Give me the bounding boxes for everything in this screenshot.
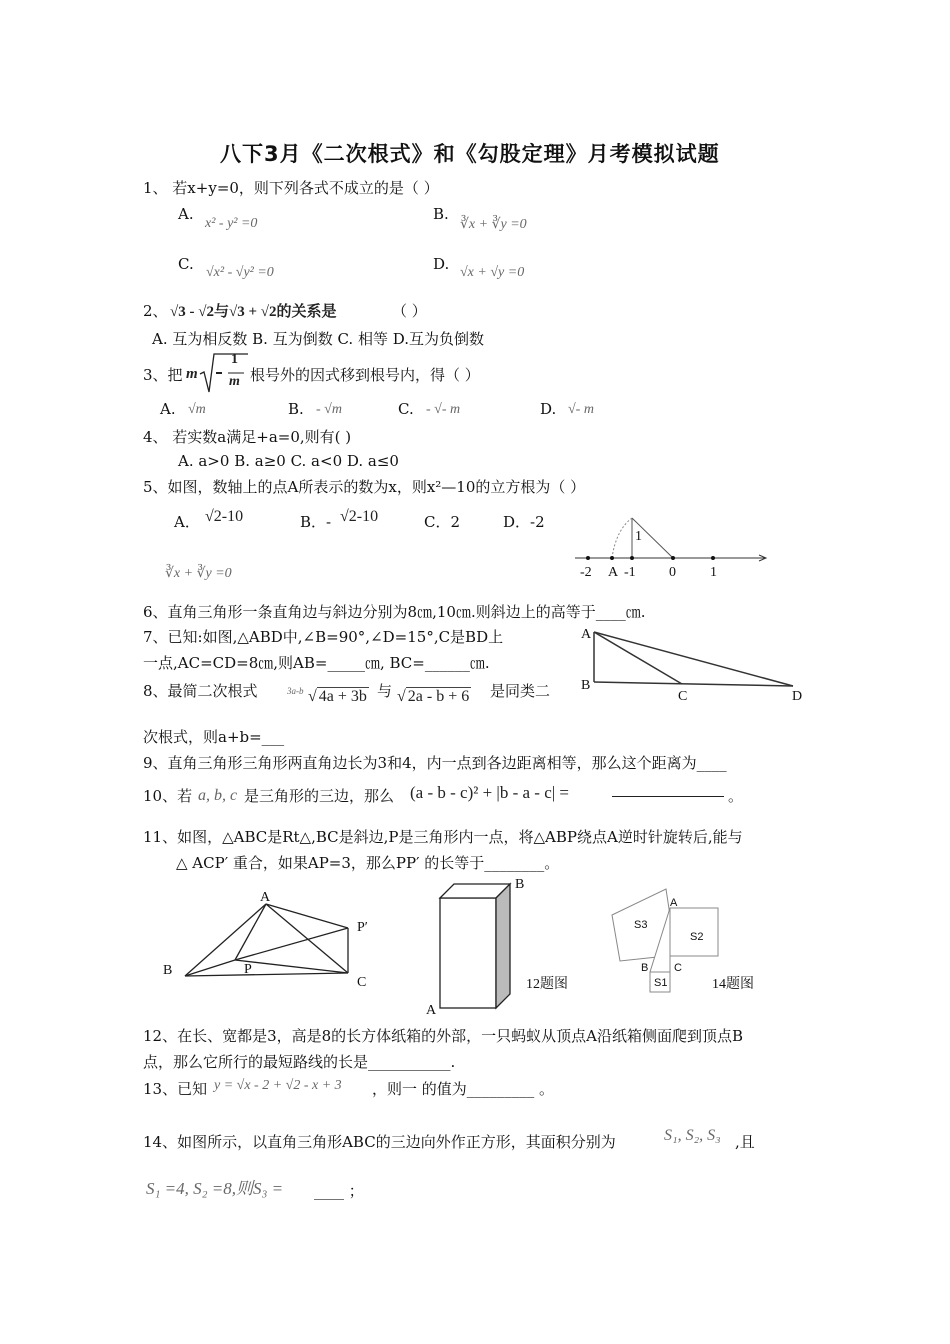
q13-expression: y = √x - 2 + √2 - x + 3	[214, 1078, 342, 1093]
axis-label-0: 0	[669, 565, 676, 580]
axis-label-1: 1	[710, 565, 717, 580]
q5-option-d: D．-2	[503, 513, 545, 531]
label-s3: S3	[634, 919, 648, 931]
q3-denominator: m	[229, 374, 240, 389]
q6-stem: 6、直角三角形一条直角边与斜边分别为8㎝,10㎝.则斜边上的高等于____㎝.	[143, 603, 646, 621]
q3-prefix: 3、把	[143, 366, 183, 384]
q1-stem: 1、 若x+y=0，则下列各式不成立的是（ ）	[143, 179, 439, 197]
label-d: D	[792, 689, 803, 704]
page-title: 八下3月《二次根式》和《勾股定理》月考模拟试题	[220, 142, 720, 166]
q10-prefix: 10、若	[143, 787, 193, 805]
q4-stem: 4、 若实数a满足+a=0,则有( )	[143, 428, 352, 446]
q5-number-line-figure	[570, 510, 780, 589]
q11-line1: 11、如图，△ABC是Rt△,BC是斜边,P是三角形内一点，将△ABP绕点A逆时针旋转后,能与	[143, 828, 743, 846]
q8-root-index: 3a-b	[287, 686, 304, 696]
q3-option-d-label: D.	[540, 400, 557, 418]
q2-number: 2、	[143, 302, 168, 320]
q1-option-b-label: B.	[433, 205, 449, 223]
q8-expression-1: √ 4a + 3b	[308, 688, 367, 705]
q3-option-c-label: C.	[398, 400, 414, 418]
label-a: A	[670, 897, 678, 909]
q10-post: 。	[728, 787, 744, 805]
q13-post: ，则一 的值为_________ 。	[372, 1080, 555, 1098]
q5-option-b-label: B．-	[300, 513, 332, 531]
label-s1: S1	[654, 977, 668, 989]
q12-line2: 点，那么它所行的最短路线的长是___________.	[143, 1053, 456, 1071]
label-p-prime: P′	[357, 920, 368, 935]
q7-triangle-figure	[578, 622, 808, 711]
axis-label-a: A	[608, 565, 619, 580]
q5-option-c: C．2	[424, 513, 461, 531]
q5-option-a-expr: √2-10	[205, 508, 244, 525]
q3-option-a-label: A.	[160, 400, 176, 418]
q14-post: ,且	[735, 1133, 755, 1151]
q3-numerator: 1	[231, 352, 238, 367]
q13-prefix: 13、已知	[143, 1080, 208, 1098]
q12-box-figure	[420, 874, 590, 1023]
q14-squares-figure	[600, 882, 790, 1006]
q1-option-d-label: D.	[433, 255, 450, 273]
q9-stem: 9、直角三角形三角形两直角边长为3和4，内一点到各边距离相等，那么这个距离为____	[143, 754, 727, 772]
q3-option-b-expr: - √m	[316, 402, 342, 417]
q3-option-c-expr: - √- m	[426, 402, 461, 417]
label-b: B	[581, 678, 591, 693]
q10-mid: 是三角形的三边，那么	[244, 787, 395, 805]
label-c: C	[678, 689, 688, 704]
arc	[612, 518, 632, 558]
q8-connector: 与	[377, 682, 393, 700]
q5-stem: 5、如图，数轴上的点A所表示的数为x，则x²—10的立方根为（ ）	[143, 478, 586, 496]
q3-option-a-expr: √m	[188, 402, 206, 417]
q8-line2: 次根式，则a+b=___	[143, 728, 285, 746]
label-a: A	[581, 627, 592, 642]
axis-label-neg1: -1	[624, 565, 636, 580]
label-b: B	[515, 877, 525, 892]
label-s2: S2	[690, 931, 704, 943]
fig12-caption: 12题图	[526, 977, 568, 992]
q10-vars: a, b, c	[198, 787, 238, 804]
q8-expression-2: √ 2a - b + 6	[397, 688, 470, 705]
fig14-caption: 14题图	[712, 977, 754, 992]
q1-option-c-label: C.	[178, 255, 194, 273]
q8-post: 是同类二	[490, 682, 551, 700]
q11-triangle-figure	[160, 888, 380, 1002]
q14-answer-blank: ____ ；	[314, 1182, 364, 1200]
axis-label-neg2: -2	[580, 565, 592, 580]
q4-options: A. a>0 B. a≥0 C. a<0 D. a≤0	[178, 452, 399, 470]
q2-paren: （ ）	[392, 302, 427, 320]
q5-option-b-expr: √2-10	[340, 508, 379, 525]
q7-line1: 7、已知:如图,△ABD中,∠B=90°,∠D=15°,C是BD上	[143, 628, 504, 646]
leg-label: 1	[635, 529, 642, 544]
q3-post: 根号外的因式移到根号内，得（ ）	[250, 366, 480, 384]
q3-radical-sign	[200, 352, 250, 398]
label-b: B	[641, 962, 649, 974]
q3-factor-m: m	[186, 366, 198, 382]
q1-option-a-expr: x² - y² =0	[205, 216, 258, 231]
q1-option-b-expr: ∛x + ∛y =0	[460, 217, 527, 232]
q14-vars: S₁, S₂, S₃	[664, 1127, 721, 1144]
q8-prefix: 8、最简二次根式	[143, 682, 258, 700]
q14-given-expression: S₁ =4, S₂ =8,则S₃ =	[146, 1179, 284, 1198]
label-c: C	[674, 962, 682, 974]
q7-line2: 一点,AC=CD=8㎝,则AB=_____㎝, BC=______㎝.	[143, 654, 490, 672]
q5-stray-expression: ∛x + ∛y =0	[165, 566, 232, 581]
label-c: C	[357, 975, 367, 990]
q11-line2: △ ACP′ 重合，如果AP=3，那么PP′ 的长等于________。	[176, 854, 560, 872]
label-a: A	[260, 890, 271, 905]
q1-option-d-expr: √x + √y =0	[460, 265, 525, 280]
q10-answer-blank	[612, 796, 724, 797]
q3-option-b-label: B.	[288, 400, 304, 418]
q2-expression: √3 - √2与√3 + √2的关系是	[170, 304, 337, 320]
label-a: A	[426, 1003, 437, 1018]
label-b: B	[163, 963, 173, 978]
q14-prefix: 14、如图所示，以直角三角形ABC的三边向外作正方形，其面积分别为	[143, 1133, 616, 1151]
q10-expression: (a - b - c)² + |b - a - c| =	[410, 783, 569, 802]
q12-line1: 12、在长、宽都是3，高是8的长方体纸箱的外部，一只蚂蚁从顶点A沿纸箱侧面爬到顶点B	[143, 1027, 744, 1045]
label-p: P	[244, 962, 252, 977]
q1-option-a-label: A.	[178, 205, 194, 223]
q5-option-a-label: A．	[174, 513, 200, 531]
q3-option-d-expr: √- m	[568, 402, 594, 417]
q2-options: A. 互为相反数 B. 互为倒数 C. 相等 D.互为负倒数	[152, 330, 484, 348]
q1-option-c-expr: √x² - √y² =0	[206, 265, 274, 280]
